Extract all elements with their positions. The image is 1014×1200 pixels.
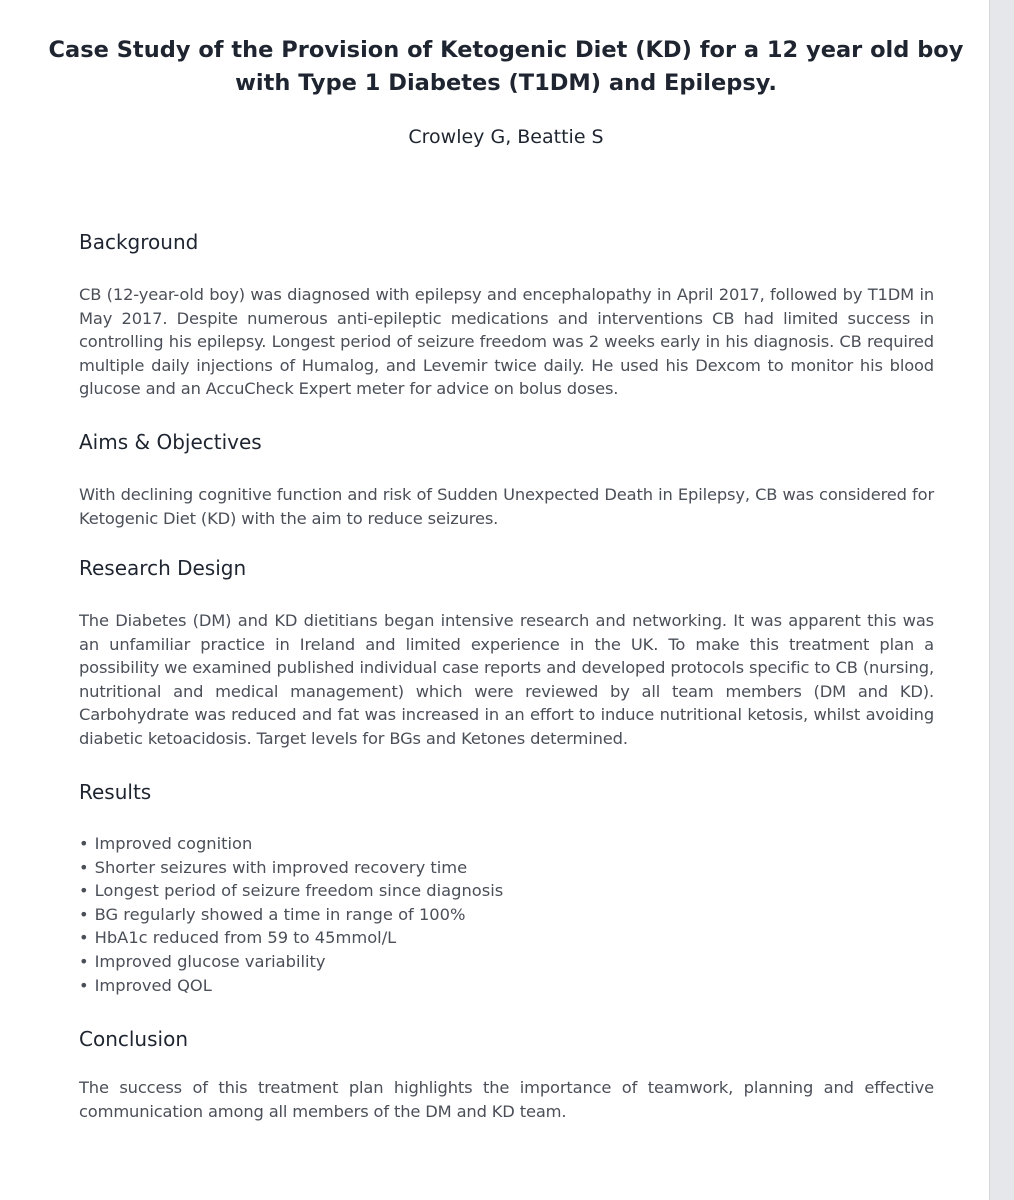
list-item-text: BG regularly showed a time in range of 100%: [94, 904, 466, 924]
list-item: [79, 950, 934, 974]
research-design-heading: Research Design: [79, 556, 247, 580]
list-item-text: Improved glucose variability: [94, 951, 326, 971]
list-item-text: Longest period of seizure freedom since diagnosis: [94, 881, 504, 901]
bullet-marker: •: [79, 834, 89, 853]
conclusion-heading: Conclusion: [79, 1027, 188, 1051]
list-item-text: Shorter seizures with improved recovery time: [94, 857, 468, 877]
results-list: [79, 832, 934, 997]
background-paragraph: CB (12-year-old boy) was diagnosed with epilepsy and encephalopathy in April 2017, followed by T1DM in May 2017. Despite numerous anti-epileptic medications and interventions CB had limited success in controlling his epilepsy. Longest period of seizure freedom was 2 weeks early in his diagnosis. CB required multiple daily injections of Humalog, and Levemir twice daily. He used his Dexcom to monitor his blood glucose and an AccuCheck Expert meter for advice on bolus doses.: [79, 285, 934, 399]
research-design-paragraph: The Diabetes (DM) and KD dietitians began intensive research and networking. It was apparent this was an unfamiliar practice in Ireland and limited experience in the UK. To make this treatment plan a possibility we examined published individual case reports and developed protocols specific to CB (nursing, nutritional and medical management) which were reviewed by all team members (DM and KD). Carbohydrate was reduced and fat was increased in an effort to induce nutritional ketosis, whilst avoiding diabetic ketoacidosis. Target levels for BGs and Ketones determined.: [79, 611, 934, 748]
list-item: [79, 879, 934, 903]
bullet-marker: •: [79, 975, 89, 995]
bullet-marker: •: [79, 881, 89, 901]
list-item: [79, 926, 934, 950]
list-item: [79, 974, 934, 998]
list-item-text: Improved cognition: [94, 834, 253, 853]
list-item-text: HbA1c reduced from 59 to 45mmol/L: [94, 928, 397, 948]
results-heading: Results: [79, 780, 152, 804]
aims-paragraph: With declining cognitive function and risk of Sudden Unexpected Death in Epilepsy, CB was considered for Ketogenic Diet (KD) with the aim to reduce seizures.: [79, 485, 934, 528]
bullet-marker: •: [79, 928, 89, 948]
bullet-marker: •: [79, 951, 89, 971]
document-title: Case Study of the Provision of Ketogenic Diet (KD) for a 12 year old boy with Type 1 Diabetes (T1DM) and Epilepsy.: [48, 37, 964, 96]
authors-line: Crowley G, Beattie S: [408, 126, 604, 148]
list-item: [79, 856, 934, 880]
aims-heading: Aims & Objectives: [79, 430, 262, 454]
list-item: [79, 903, 934, 927]
background-heading: Background: [79, 230, 199, 254]
list-item: [79, 832, 934, 856]
bullet-marker: •: [79, 904, 89, 924]
list-item-text: Improved QOL: [94, 975, 212, 995]
conclusion-paragraph: The success of this treatment plan highlights the importance of teamwork, planning and effective communication among all members of the DM and KD team.: [79, 1078, 934, 1121]
bullet-marker: •: [79, 857, 89, 877]
